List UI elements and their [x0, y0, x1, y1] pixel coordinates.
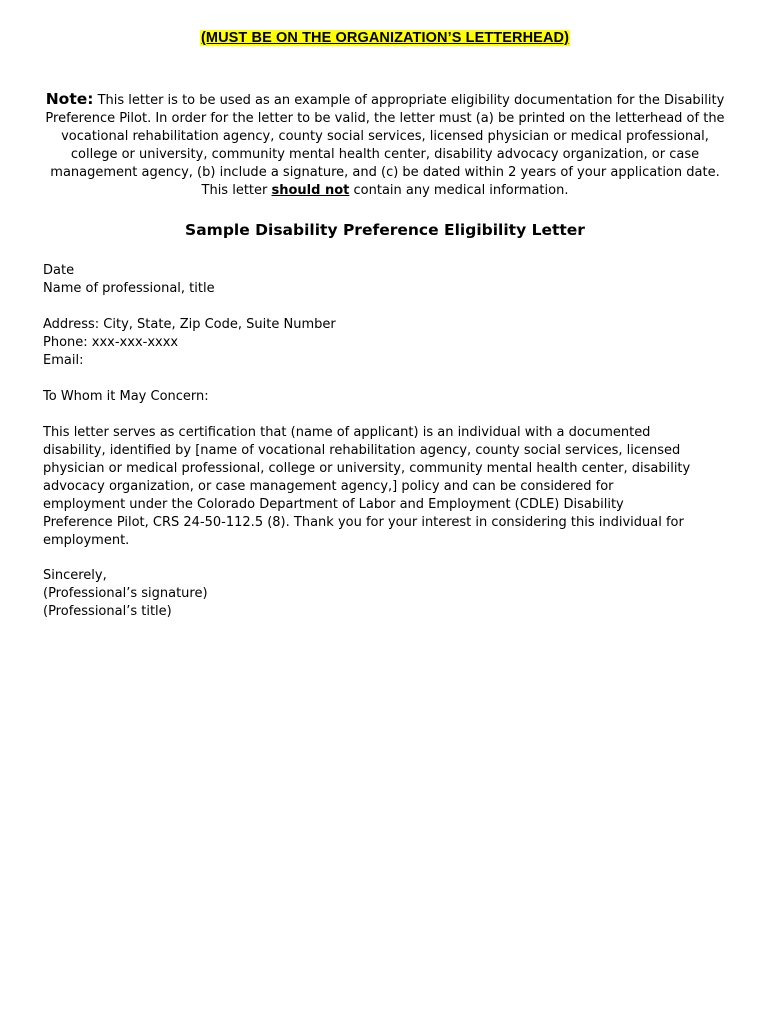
salutation-block [43, 388, 733, 406]
signature-title-line: (Professional’s title) [43, 604, 172, 619]
email-line: Email: [43, 353, 84, 368]
body-line: physician or medical professional, college or university, community mental health center, disability [43, 461, 691, 476]
date-line: Date [43, 263, 75, 278]
note-label: Note: [45, 90, 94, 108]
note-text-after: contain any medical information. [349, 183, 569, 198]
note-emphasis: should not [271, 183, 350, 198]
letter-title: Sample Disability Preference Eligibility Letter [185, 221, 585, 239]
letterhead-notice [0, 27, 770, 46]
body-line: employment under the Colorado Department of Labor and Employment (CDLE) Disability [43, 497, 624, 512]
body-line: employment. [43, 533, 130, 548]
body-line: Preference Pilot, CRS 24-50-112.5 (8). Thank you for your interest in considering this individual for [43, 515, 684, 530]
signature-line: (Professional’s signature) [43, 586, 208, 601]
closing-block [43, 567, 733, 621]
closing-line: Sincerely, [43, 568, 107, 583]
address-line: Address: City, State, Zip Code, Suite Number [43, 317, 336, 332]
body-line: disability, identified by [name of vocational rehabilitation agency, county social services, licensed [43, 443, 681, 458]
salutation-line: To Whom it May Concern: [43, 389, 209, 404]
note-paragraph [40, 90, 730, 200]
phone-line: Phone: xxx-xxx-xxxx [43, 335, 179, 350]
contact-block [43, 316, 733, 370]
date-block [43, 262, 733, 298]
body-line: This letter serves as certification that (name of applicant) is an individual with a documented [43, 425, 651, 440]
letterhead-notice-text: (MUST BE ON THE ORGANIZATION’S LETTERHEAD) [200, 30, 570, 46]
body-line: advocacy organization, or case management agency,] policy and can be considered for [43, 479, 614, 494]
note-text-before: This letter is to be used as an example of appropriate eligibility documentation for the Disability Preference Pilot. In order for the letter to be valid, the letter must (a) be printed on the letterhead of the vocational rehabilitation agency, county social services, licensed physician or medical professional, college or university, community mental health center, disability advocacy organization, or case management agency, (b) include a signature, and (c) be dated within 2 years of your application date. This letter [45, 93, 725, 198]
professional-line: Name of professional, title [43, 281, 215, 296]
letter-body [43, 424, 733, 550]
